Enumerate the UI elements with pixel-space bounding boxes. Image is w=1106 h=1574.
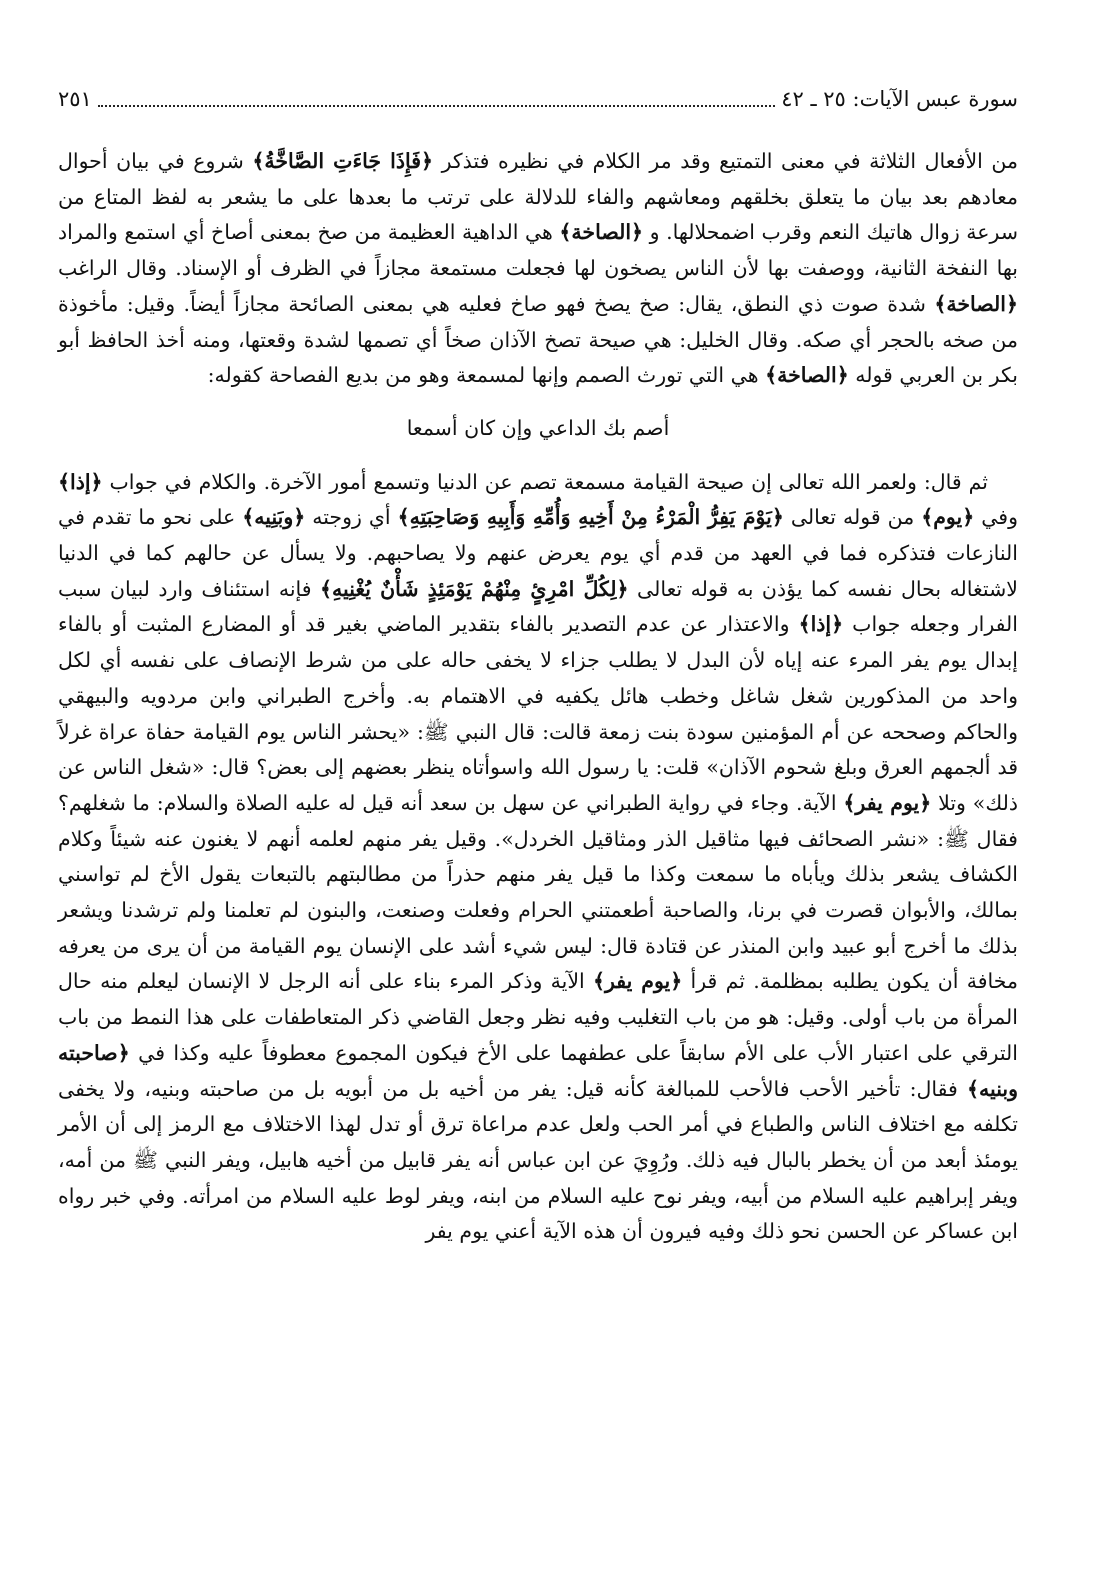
quran-quote: ﴿الصاخة﴾ <box>559 220 644 245</box>
quran-quote: ﴿وبَنِيه﴾ <box>242 505 306 530</box>
text-span: والاعتذار عن عدم التصدير بالفاء بتقدير الماضي بغير قد أو المضارع المثبت أو بالفاء إبدال يوم يفر المرء عنه إياه لأن البدل لا يطلب جزاء لا يخفى حاله على من شرط الإنصاف على نفسه أي لكل واحد من المذكورين شغل شاغل وخطب هائل يكفيه في الاهتمام به. وأخرج الطبراني وابن مردويه والبيهقي والحاكم وصححه عن أم المؤمنين سودة بنت زمعة قالت: قال النبي ﷺ: «يحشر الناس يوم القيامة حفاة عراة غرلاً قد ألجمهم العرق وبلغ شحوم الآذان» قلت: يا رسول الله واسوأتاه ينظر بعضهم إلى بعض؟ قال: «شغل الناس عن ذلك» وتلا <box>58 612 1018 815</box>
text-span: هي الداهية العظيمة من صخ بمعنى أصاخ أي استمع والمراد بها النفخة الثانية، ووصفت بها لأن الناس يصخون لها فجعلت مستمعة مجازاً في الظرف أو الإسناد. وقال الراغب <box>58 220 1018 281</box>
text-span: أي زوجته <box>305 505 398 530</box>
text-span: ثم قال: ولعمر الله تعالى إن صيحة القيامة مسمعة تصم عن الدنيا وتسمع أمور الآخرة. والكلام في جواب <box>102 469 988 494</box>
text-span: الآية. وجاء في رواية الطبراني عن سهل بن سعد أنه قيل له عليه الصلاة والسلام: ما شغلهم؟ فقال ﷺ: «نشر الصحائف فيها مثاقيل الذر ومثاقيل الخردل». وقيل يفر منهم لعلمه أنهم لا يغنون عنه شيئاً وكلام الكشاف يشعر بذلك ويأباه ما سمعت وكذا ما قيل يفر منهم حذراً من مطالبتهم بالتبعات يقول الأخ لم تواسني بمالك، والأبوان قصرت في برنا، والصاحبة أطعمتني الحرام وفعلت وصنعت، والبنون لم تعلمنا ولم ترشدنا ويشعر بذلك ما أخرج أبو عبيد وابن المنذر عن قتادة قال: ليس شيء أشد على الإنسان يوم القيامة من أن يرى من يعرفه مخافة أن يكون يطلبه بمظلمة. ثم قرأ <box>58 790 1018 994</box>
quran-quote: ﴿يَوْمَ يَفِرُّ الْمَرْءُ مِنْ أَخِيهِ وَأُمِّهِ وَأَبِيهِ وَصَاحِبَتِهِ﴾ <box>397 505 784 530</box>
body-text <box>58 144 1018 1250</box>
paragraph-1 <box>58 144 1018 394</box>
quran-quote: ﴿يوم يفر﴾ <box>843 790 932 815</box>
text-span: على نحو ما تقدم في النازعات فتذكره فما في العهد من قدم أي يوم يعرض عنهم ولا يصاحبهم. ولا يسأل عن حالهم كما في الدنيا لاشتغاله بحال نفسه كما يؤذن به قوله تعالى <box>58 505 1018 601</box>
poetry-verse: أصم بك الداعي وإن كان أسمعا <box>406 415 670 440</box>
quran-quote: ﴿صاحبته وبنيه﴾ <box>58 1040 1018 1101</box>
quran-quote: ﴿لِكُلِّ امْرِئٍ مِنْهُمْ يَوْمَئِذٍ شَأْنٌ يُغْنِيهِ﴾ <box>320 576 629 601</box>
quran-quote: ﴿إذا﴾ <box>798 612 844 637</box>
quran-quote: ﴿يوم﴾ <box>921 505 975 530</box>
quran-quote: ﴿فَإِذَا جَاءَتِ الصَّاخَّةُ﴾ <box>252 149 434 173</box>
text-span: من الأفعال الثلاثة في معنى التمتيع وقد مر الكلام في نظيره فتذكر <box>433 149 1018 173</box>
text-span: من قوله تعالى <box>783 505 922 530</box>
text-span: فإنه استئناف وارد لبيان سبب الفرار وجعله جواب <box>58 576 1018 637</box>
quran-quote: ﴿يوم يفر﴾ <box>592 969 683 994</box>
quran-quote: ﴿الصاخة﴾ <box>934 291 1018 316</box>
running-header <box>58 86 1018 112</box>
page-number: ٢٥١ <box>58 87 92 111</box>
quran-quote: ﴿إذا﴾ <box>58 469 103 494</box>
header-title: سورة عبس الآيات: ٢٥ ـ ٤٢ <box>781 87 1018 111</box>
paragraph-2 <box>58 465 1018 1250</box>
text-span: فقال: تأخير الأحب فالأحب للمبالغة كأنه قيل: يفر من أخيه بل من أبويه بل من صاحبته وبنيه، ولا يخفى تكلفه مع اختلاف الناس والطباع في أمر الحب ولعل عدم مراعاة ترق أو تدل لهذا الاختلاف مع الرمز إلى أن الأمر يومئذ أبعد من أن يخطر بالبال فيه ذلك. ورُوِيَ عن ابن عباس أنه يفر قابيل من أخيه هابيل، ويفر النبي ﷺ من أمه، ويفر إبراهيم عليه السلام من أبيه، ويفر نوح عليه السلام من ابنه، ويفر لوط عليه السلام من امرأته. وفي خبر رواه ابن عساكر عن الحسن نحو ذلك وفيه فيرون أن هذه الآية أعني يوم يفر <box>58 1076 1018 1244</box>
text-span: وفي <box>974 505 1018 530</box>
header-leader-dots <box>98 104 775 107</box>
text-span: شدة صوت ذي النطق، يقال: صخ يصخ فهو صاخ فعليه هي بمعنى الصائحة مجازاً أيضاً. وقيل: مأخوذة من صخه بالحجر أي صكه. وقال الخليل: هي صيحة تصخ الآذان صخاً أي تصمها لشدة وقعتها، ومنه أخذ الحافظ أبو بكر بن العربي قوله <box>58 291 1018 388</box>
text-span: الآية وذكر المرء بناء على أنه الرجل لا الإنسان ليعلم منه حال المرأة من باب أولى. وقيل: هو من باب التغليب وفيه نظر وجعل القاضي ذكر المتعاطفات على هذا النمط من باب الترقي على اعتبار الأب على الأم سابقاً على عطفهما على الأخ فيكون المجموع معطوفاً عليه وكذا في <box>58 969 1018 1065</box>
text-span: شروع في بيان أحوال معادهم بعد بيان ما يتعلق بخلقهم ومعاشهم والفاء للدلالة على ترتب ما بعدها على ما يشعر به لفظ المتاع من سرعة زوال هاتيك النعم وقرب اضمحلالها. و <box>58 149 1018 245</box>
text-span: هي التي تورث الصمم وإنها لمسمعة وهو من بديع الفصاحة كقوله: <box>207 363 766 388</box>
quran-quote: ﴿الصاخة﴾ <box>765 363 849 388</box>
